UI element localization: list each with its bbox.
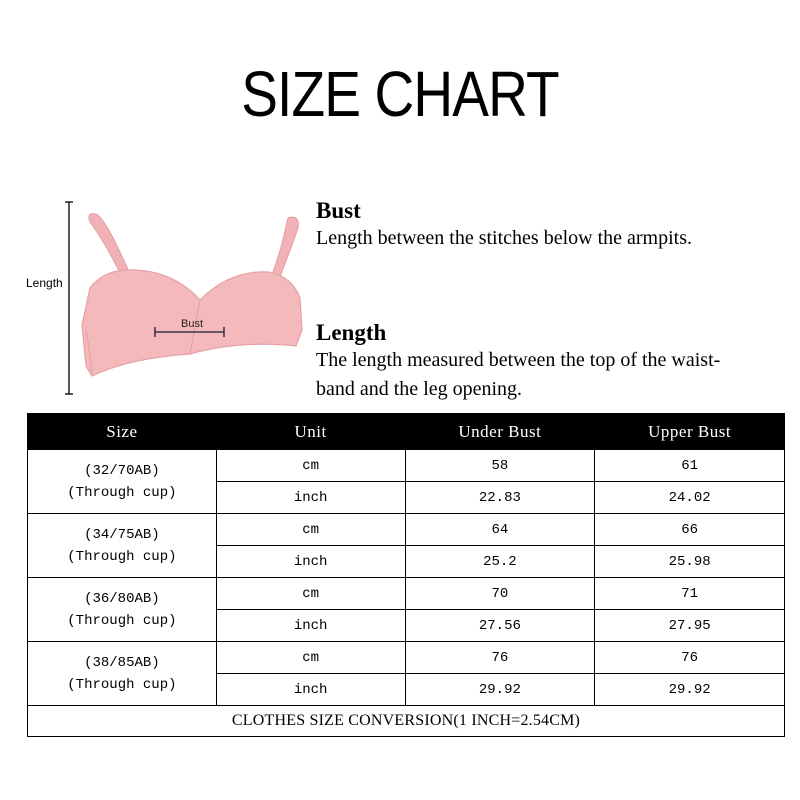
- table-row: [28, 450, 785, 482]
- length-text-line1: The length measured between the top of the waist-: [316, 349, 721, 371]
- size-cell: (36/80AB) (Through cup): [28, 578, 217, 642]
- under-bust-cell: 64: [405, 514, 595, 546]
- under-bust-cell: 76: [405, 642, 595, 674]
- table-footer-row: [28, 706, 785, 737]
- bra-illustration: [0, 190, 310, 405]
- under-bust-cell: 27.56: [405, 610, 595, 642]
- upper-bust-cell: 66: [595, 514, 785, 546]
- length-label: Length: [26, 276, 63, 290]
- unit-cell: cm: [216, 578, 405, 610]
- unit-cell: inch: [216, 482, 405, 514]
- size-table: [27, 413, 785, 737]
- bust-heading: Bust: [316, 198, 361, 223]
- unit-cell: inch: [216, 610, 405, 642]
- size-cell: (32/70AB) (Through cup): [28, 450, 217, 514]
- upper-bust-cell: 25.98: [595, 546, 785, 578]
- size-cell: (38/85AB) (Through cup): [28, 642, 217, 706]
- under-bust-cell: 25.2: [405, 546, 595, 578]
- header-size: Size: [28, 414, 217, 450]
- header-unit: Unit: [216, 414, 405, 450]
- table-header-row: [28, 414, 785, 450]
- unit-cell: inch: [216, 546, 405, 578]
- upper-bust-cell: 29.92: [595, 674, 785, 706]
- unit-cell: cm: [216, 514, 405, 546]
- upper-bust-cell: 24.02: [595, 482, 785, 514]
- upper-bust-cell: 61: [595, 450, 785, 482]
- header-under-bust: Under Bust: [405, 414, 595, 450]
- unit-cell: cm: [216, 450, 405, 482]
- unit-cell: cm: [216, 642, 405, 674]
- conversion-note: CLOTHES SIZE CONVERSION(1 INCH=2.54CM): [28, 706, 785, 737]
- table-row: [28, 578, 785, 610]
- upper-bust-cell: 71: [595, 578, 785, 610]
- length-heading: Length: [316, 320, 387, 345]
- under-bust-cell: 70: [405, 578, 595, 610]
- bust-description: [316, 198, 692, 253]
- under-bust-cell: 22.83: [405, 482, 595, 514]
- upper-bust-cell: 27.95: [595, 610, 785, 642]
- under-bust-cell: 29.92: [405, 674, 595, 706]
- bra-drawing: [0, 190, 310, 405]
- size-cell: (34/75AB) (Through cup): [28, 514, 217, 578]
- table-row: [28, 642, 785, 674]
- under-bust-cell: 58: [405, 450, 595, 482]
- bust-text: Length between the stitches below the armpits.: [316, 227, 693, 249]
- length-text-line2: band and the leg opening.: [316, 378, 523, 400]
- unit-cell: inch: [216, 674, 405, 706]
- bust-label: Bust: [181, 318, 204, 330]
- page-title: SIZE CHART: [241, 58, 559, 130]
- right-strap: [270, 217, 298, 282]
- length-description: [316, 320, 796, 404]
- header-upper-bust: Upper Bust: [595, 414, 785, 450]
- table-row: [28, 514, 785, 546]
- upper-bust-cell: 76: [595, 642, 785, 674]
